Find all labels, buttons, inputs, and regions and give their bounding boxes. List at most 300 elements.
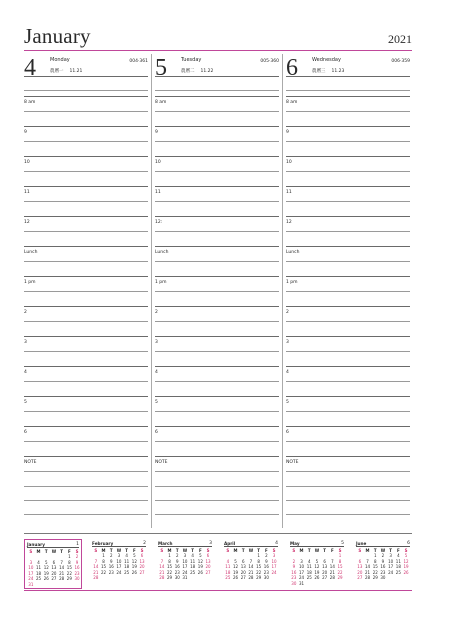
mini-day[interactable]: 17 [298, 569, 305, 575]
slot-label: 12 [286, 220, 292, 225]
mini-day[interactable]: 24 [298, 575, 305, 581]
mini-day[interactable]: 9 [175, 558, 179, 564]
mini-day[interactable]: 20 [51, 570, 57, 576]
mini-day[interactable]: 9 [292, 564, 296, 570]
mini-day[interactable]: 21 [364, 569, 371, 575]
mini-calendar-header [158, 541, 212, 547]
time-slot[interactable] [286, 396, 410, 426]
mini-day[interactable]: 5 [133, 553, 136, 558]
mini-day[interactable]: 18 [395, 564, 401, 570]
time-slot[interactable] [286, 186, 410, 216]
mini-day[interactable]: 27 [322, 575, 328, 581]
slot-label: 2 [286, 310, 289, 315]
mini-day[interactable]: 15 [100, 564, 107, 570]
mini-day[interactable]: 28 [93, 575, 99, 581]
mini-day[interactable]: 14 [329, 564, 335, 570]
mini-day[interactable]: 18 [306, 569, 312, 575]
mini-day[interactable]: 16 [291, 569, 297, 575]
ruled-line [155, 411, 279, 412]
note-line[interactable] [24, 486, 148, 487]
mini-day[interactable]: 3 [300, 558, 303, 564]
time-slot[interactable] [24, 216, 148, 246]
time-slot[interactable] [286, 216, 410, 246]
weekday-letter: T [60, 549, 63, 554]
mini-day[interactable]: 12 [197, 558, 203, 564]
ruled-line [155, 261, 279, 262]
slot-label: 3 [155, 340, 158, 345]
mini-day[interactable]: 17 [28, 570, 34, 576]
mini-day[interactable]: 23 [263, 569, 269, 575]
mini-day[interactable]: 20 [205, 564, 211, 570]
time-slot[interactable] [24, 156, 148, 186]
mini-day[interactable]: 10 [298, 564, 305, 570]
mini-day[interactable]: 27 [205, 569, 211, 575]
mini-day[interactable]: 12 [403, 558, 409, 564]
mini-day[interactable]: 24 [271, 569, 277, 575]
mini-day[interactable]: 8 [338, 558, 342, 564]
weekday-letter: T [191, 548, 194, 553]
note-section[interactable] [155, 456, 279, 486]
mini-day[interactable]: 16 [380, 564, 386, 570]
time-slot[interactable] [155, 126, 279, 156]
mini-day[interactable]: 15 [372, 564, 378, 570]
mini-day[interactable]: 14 [248, 564, 254, 570]
mini-day[interactable]: 22 [166, 569, 173, 575]
time-slot[interactable] [24, 366, 148, 396]
time-slot[interactable] [155, 276, 279, 306]
mini-day[interactable]: 3 [272, 553, 276, 558]
mini-day[interactable]: 13 [240, 564, 246, 570]
note-section[interactable] [24, 456, 148, 486]
mini-day[interactable]: 10 [388, 558, 394, 564]
mini-day[interactable]: 6 [206, 553, 210, 558]
time-slot[interactable] [24, 96, 148, 126]
ruled-line [24, 351, 148, 352]
mini-day[interactable]: 19 [232, 569, 239, 575]
time-slot[interactable] [286, 126, 410, 156]
mini-day[interactable]: 1 [102, 553, 105, 558]
mini-day[interactable]: 28 [329, 575, 335, 581]
mini-day[interactable]: 20 [322, 569, 328, 575]
mini-day[interactable]: 1 [257, 553, 260, 558]
mini-day[interactable]: 23 [291, 575, 297, 581]
time-slot[interactable] [24, 336, 148, 366]
mini-day[interactable]: 19 [131, 564, 137, 570]
lunar-date [181, 68, 213, 74]
mini-day[interactable]: 2 [381, 553, 385, 558]
mini-day[interactable]: 25 [190, 569, 196, 575]
mini-day[interactable]: 14 [59, 565, 65, 571]
mini-day[interactable]: 26 [403, 569, 409, 575]
month-title: January [24, 24, 91, 48]
note-line[interactable] [24, 500, 148, 501]
mini-day[interactable]: 2 [109, 553, 113, 558]
lunar-label: 農曆三 [312, 69, 326, 74]
mini-day[interactable]: 2 [175, 553, 179, 558]
time-slot[interactable] [155, 216, 279, 246]
time-slot[interactable] [24, 426, 148, 456]
time-slot[interactable] [155, 396, 279, 426]
bottom-rule [24, 533, 412, 534]
mini-day[interactable]: 22 [372, 569, 378, 575]
ruled-line [286, 96, 410, 97]
time-slot[interactable] [286, 246, 410, 276]
mini-day[interactable]: 29 [337, 575, 343, 581]
mini-day[interactable]: 20 [240, 569, 246, 575]
slot-label: 1 pm [24, 280, 36, 285]
mini-day[interactable]: 21 [159, 569, 165, 575]
ruled-line [286, 411, 410, 412]
mini-day[interactable]: 15 [337, 564, 343, 570]
mini-calendar-header [290, 541, 344, 547]
ruled-line [286, 90, 410, 91]
note-line[interactable] [286, 486, 410, 487]
slot-label: Lunch [286, 250, 300, 255]
mini-day[interactable]: 27 [51, 576, 57, 582]
mini-day[interactable]: 8 [257, 558, 260, 564]
mini-day[interactable]: 22 [256, 569, 262, 575]
slot-label: Lunch [155, 250, 169, 255]
weekday-letter: F [67, 549, 71, 554]
time-slot[interactable] [24, 396, 148, 426]
mini-day[interactable]: 13 [322, 564, 328, 570]
note-line[interactable] [155, 500, 279, 501]
mini-day[interactable]: 6 [52, 559, 56, 565]
mini-day[interactable]: 11 [225, 564, 231, 570]
mini-day[interactable]: 21 [93, 569, 99, 575]
mini-day[interactable]: 9 [381, 558, 385, 564]
time-slot[interactable] [286, 426, 410, 456]
ruled-line [286, 246, 410, 247]
mini-day[interactable]: 20 [139, 564, 145, 570]
mini-day[interactable]: 25 [306, 575, 312, 581]
mini-day[interactable]: 27 [357, 575, 363, 581]
time-slot[interactable] [286, 96, 410, 126]
lunar-label: 農曆二 [181, 69, 195, 74]
mini-day[interactable]: 25 [225, 575, 231, 581]
mini-day[interactable]: 31 [182, 575, 188, 581]
note-section[interactable] [286, 456, 410, 486]
mini-day[interactable]: 30 [74, 576, 80, 582]
day-count: 005·360 [260, 59, 279, 64]
mini-day[interactable]: 24 [388, 569, 394, 575]
mini-day[interactable]: 10 [28, 565, 34, 571]
mini-day[interactable]: 19 [314, 569, 320, 575]
ruled-line [24, 171, 148, 172]
mini-day[interactable]: 6 [140, 553, 144, 558]
mini-day[interactable]: 6 [241, 558, 245, 564]
slot-label: 10 [286, 160, 292, 165]
time-slot[interactable] [286, 336, 410, 366]
mini-day[interactable]: 8 [68, 559, 71, 565]
mini-day[interactable]: 14 [364, 564, 371, 570]
mini-day[interactable]: 15 [256, 564, 262, 570]
mini-day[interactable]: 28 [248, 575, 254, 581]
mini-day[interactable]: 21 [59, 570, 65, 576]
mini-day[interactable]: 28 [364, 575, 371, 581]
day-number: 4 [24, 55, 36, 81]
mini-day[interactable]: 12 [314, 564, 320, 570]
time-slot[interactable] [24, 306, 148, 336]
mini-day[interactable]: 18 [35, 570, 42, 576]
mini-day[interactable]: 7 [160, 558, 164, 564]
weekday-letter: S [292, 548, 296, 553]
mini-day[interactable]: 5 [199, 553, 202, 558]
mini-day[interactable]: 21 [329, 569, 335, 575]
ruled-line [155, 306, 279, 307]
time-slot[interactable] [286, 156, 410, 186]
day-name: Tuesday [181, 57, 202, 63]
mini-day[interactable]: 19 [43, 570, 49, 576]
ruled-line [286, 441, 410, 442]
mini-day[interactable]: 2 [75, 554, 79, 559]
ruled-line [24, 126, 148, 127]
mini-day[interactable]: 29 [372, 575, 378, 581]
mini-day[interactable]: 31 [298, 581, 305, 586]
weekday-letter: M [233, 548, 238, 553]
note-line[interactable] [24, 514, 148, 515]
weekday-letter: W [116, 548, 122, 553]
mini-day[interactable]: 29 [166, 575, 173, 581]
weekday-letter: F [396, 548, 400, 553]
mini-day[interactable]: 2 [292, 558, 296, 564]
ruled-line [286, 141, 410, 142]
time-slot[interactable] [155, 426, 279, 456]
day-number: 5 [155, 55, 167, 81]
mini-day[interactable]: 30 [263, 575, 269, 581]
mini-day[interactable]: 4 [226, 558, 230, 564]
mini-day[interactable]: 4 [125, 553, 128, 558]
time-slot[interactable] [24, 126, 148, 156]
mini-day[interactable]: 25 [124, 569, 130, 575]
mini-day[interactable]: 1 [338, 553, 342, 558]
mini-day[interactable]: 16 [108, 564, 114, 570]
mini-day[interactable]: 30 [291, 581, 297, 586]
mini-day[interactable]: 11 [35, 565, 42, 571]
mini-day[interactable]: 5 [315, 558, 319, 564]
mini-day[interactable]: 15 [66, 565, 72, 571]
weekday-letter: S [226, 548, 230, 553]
mini-day[interactable]: 6 [323, 558, 326, 564]
mini-day[interactable]: 11 [190, 558, 196, 564]
mini-day[interactable]: 13 [139, 558, 145, 564]
mini-day[interactable]: 29 [256, 575, 262, 581]
ruled-line [155, 126, 279, 127]
mini-day[interactable]: 8 [373, 558, 377, 564]
mini-day[interactable]: 30 [174, 575, 180, 581]
mini-day[interactable]: 19 [197, 564, 203, 570]
mini-day[interactable]: 25 [395, 569, 401, 575]
mini-day[interactable]: 29 [66, 576, 72, 582]
mini-day[interactable]: 12 [232, 564, 239, 570]
mini-day[interactable]: 4 [37, 559, 40, 565]
weekday-letter: F [132, 548, 136, 553]
mini-day[interactable]: 7 [331, 558, 334, 564]
mini-day[interactable]: 11 [395, 558, 401, 564]
mini-day[interactable]: 28 [159, 575, 165, 581]
mini-day[interactable]: 18 [225, 569, 231, 575]
mini-day[interactable]: 22 [66, 570, 72, 576]
mini-day[interactable]: 22 [337, 569, 343, 575]
mini-day[interactable]: 13 [357, 564, 363, 570]
mini-day[interactable]: 4 [191, 553, 194, 558]
mini-day[interactable]: 9 [109, 558, 113, 564]
time-slot[interactable] [24, 246, 148, 276]
mini-day[interactable]: 17 [388, 564, 394, 570]
note-line[interactable] [155, 514, 279, 515]
mini-day[interactable]: 7 [249, 558, 253, 564]
weekday-letter: M [167, 548, 172, 553]
ruled-line [286, 171, 410, 172]
mini-day[interactable]: 31 [28, 582, 34, 587]
weekday-letter: W [182, 548, 188, 553]
mini-day[interactable]: 12 [43, 565, 49, 571]
mini-day[interactable]: 26 [314, 575, 320, 581]
mini-day[interactable]: 3 [117, 553, 121, 558]
mini-day[interactable]: 10 [271, 558, 277, 564]
mini-calendar-header [27, 542, 79, 548]
mini-day[interactable]: 7 [366, 558, 369, 564]
mini-day[interactable]: 28 [59, 576, 65, 582]
mini-day[interactable]: 23 [174, 569, 180, 575]
mini-day[interactable]: 26 [43, 576, 49, 582]
mini-day[interactable]: 13 [51, 565, 57, 571]
mini-day[interactable]: 26 [197, 569, 203, 575]
note-line[interactable] [286, 514, 410, 515]
mini-day[interactable]: 1 [168, 553, 171, 558]
mini-day[interactable]: 16 [263, 564, 269, 570]
time-slot[interactable] [286, 366, 410, 396]
mini-day[interactable]: 9 [265, 558, 268, 564]
note-line[interactable] [155, 486, 279, 487]
mini-day[interactable]: 27 [139, 569, 145, 575]
mini-day[interactable]: 11 [306, 564, 312, 570]
mini-day[interactable]: 2 [265, 553, 268, 558]
mini-day[interactable]: 7 [60, 559, 63, 565]
mini-day[interactable]: 12 [131, 558, 137, 564]
mini-day[interactable]: 3 [183, 553, 187, 558]
time-slot[interactable] [24, 276, 148, 306]
mini-day[interactable]: 24 [116, 569, 122, 575]
mini-day[interactable]: 5 [234, 558, 237, 564]
mini-day[interactable]: 14 [159, 564, 165, 570]
weekday-letter: T [323, 548, 326, 553]
time-slot[interactable] [155, 186, 279, 216]
slot-label: 1 pm [286, 280, 298, 285]
mini-day[interactable]: 21 [248, 569, 254, 575]
note-line[interactable] [286, 500, 410, 501]
mini-day[interactable]: 4 [307, 558, 311, 564]
mini-day[interactable]: 3 [389, 553, 392, 558]
mini-day[interactable]: 24 [182, 569, 188, 575]
time-slot[interactable] [286, 306, 410, 336]
slot-label: 8 am [286, 100, 298, 105]
mini-day[interactable]: 3 [29, 559, 33, 565]
time-slot[interactable] [155, 156, 279, 186]
mini-day[interactable]: 16 [74, 565, 80, 571]
mini-day[interactable]: 15 [166, 564, 173, 570]
mini-day[interactable]: 18 [124, 564, 130, 570]
mini-day[interactable]: 7 [94, 558, 98, 564]
slot-label: 5 [155, 400, 158, 405]
mini-calendar [90, 539, 148, 589]
slot-label: 6 [155, 430, 158, 435]
mini-day[interactable]: 27 [240, 575, 246, 581]
mini-day[interactable]: 17 [271, 564, 277, 570]
ruled-line [24, 246, 148, 247]
mini-day[interactable]: 1 [373, 553, 377, 558]
weekday-letter: F [330, 548, 334, 553]
ruled-line [155, 471, 279, 472]
mini-day[interactable]: 25 [35, 576, 42, 582]
mini-day[interactable]: 26 [131, 569, 137, 575]
time-slot[interactable] [155, 96, 279, 126]
mini-day[interactable]: 6 [358, 558, 362, 564]
time-slot[interactable] [155, 246, 279, 276]
ruled-line [155, 336, 279, 337]
ruled-line [24, 381, 148, 382]
day-header [24, 52, 148, 88]
slot-label: 11 [286, 190, 292, 195]
mini-month-number: 6 [407, 541, 410, 546]
mini-day[interactable]: 4 [397, 553, 400, 558]
header-rule [24, 50, 412, 51]
mini-day[interactable]: 11 [124, 558, 130, 564]
mini-day[interactable]: 20 [357, 569, 363, 575]
mini-day[interactable]: 13 [205, 558, 211, 564]
mini-day[interactable]: 8 [168, 558, 171, 564]
mini-day[interactable]: 18 [190, 564, 196, 570]
ruled-line [24, 291, 148, 292]
mini-day[interactable]: 19 [403, 564, 409, 570]
ruled-line [24, 336, 148, 337]
mini-day[interactable]: 24 [28, 576, 34, 582]
mini-calendar-header [356, 541, 410, 547]
mini-day[interactable]: 23 [108, 569, 114, 575]
time-slot[interactable] [155, 366, 279, 396]
column-divider [151, 54, 152, 528]
mini-day[interactable]: 23 [380, 569, 386, 575]
weekday-letter: S [94, 548, 98, 553]
mini-day[interactable]: 17 [182, 564, 188, 570]
weekday-letter: W [314, 548, 320, 553]
mini-day[interactable]: 22 [100, 569, 107, 575]
time-slot[interactable] [155, 306, 279, 336]
mini-day[interactable]: 5 [404, 553, 408, 558]
mini-day[interactable]: 5 [44, 559, 48, 565]
mini-day[interactable]: 23 [74, 570, 80, 576]
ruled-line [24, 426, 148, 427]
mini-day[interactable]: 30 [380, 575, 386, 581]
mini-day[interactable]: 16 [174, 564, 180, 570]
mini-day[interactable]: 10 [116, 558, 122, 564]
mini-day[interactable]: 1 [68, 554, 71, 559]
weekday-letter: T [389, 548, 392, 553]
mini-day[interactable]: 10 [182, 558, 188, 564]
mini-day[interactable]: 14 [93, 564, 99, 570]
mini-day[interactable]: 8 [102, 558, 105, 564]
mini-day[interactable]: 9 [75, 559, 79, 565]
time-slot[interactable] [24, 186, 148, 216]
ruled-line [24, 111, 148, 112]
lunar-value: 11.22 [200, 69, 214, 74]
time-slot[interactable] [155, 336, 279, 366]
time-slot[interactable] [286, 276, 410, 306]
mini-day[interactable]: 26 [232, 575, 239, 581]
mini-day[interactable]: 17 [116, 564, 122, 570]
day-column [155, 52, 279, 530]
mini-calendars [24, 539, 412, 589]
